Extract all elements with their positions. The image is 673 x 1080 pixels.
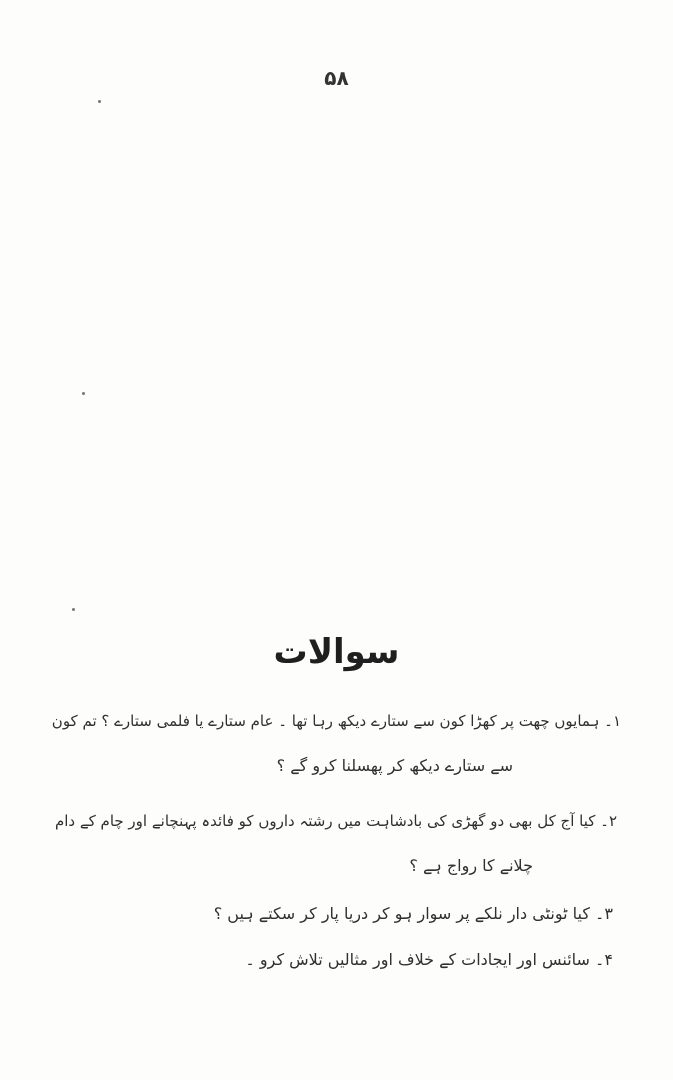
scan-speck: [72, 608, 75, 611]
question-2-line-2: چلانے کا رواج ہے ؟: [409, 856, 533, 875]
question-2-line-1: ۲۔ کیا آج کل بھی دو گھڑی کی بادشاہت میں رشتہ داروں کو فائدہ پہنچانے اور چام کے دام: [54, 812, 617, 830]
question-1-line-2: سے ستارے دیکھ کر پھسلنا کرو گے ؟: [276, 756, 513, 775]
question-3: ۳۔ کیا ٹونٹی دار نلکے پر سوار ہو کر دریا پار کر سکتے ہیں ؟: [213, 904, 613, 923]
question-4: ۴۔ سائنس اور ایجادات کے خلاف اور مثالیں تلاش کرو ۔: [245, 950, 613, 969]
page-number: ۵۸: [324, 66, 349, 90]
questions-heading: سوالات: [273, 632, 400, 672]
scan-speck: [98, 100, 101, 103]
question-1-line-1: ۱۔ ہمایوں چھت پر کھڑا کون سے ستارے دیکھ رہا تھا ۔ عام ستارے یا فلمی ستارے ؟ تم کون: [51, 712, 621, 730]
scan-speck: [82, 392, 85, 395]
